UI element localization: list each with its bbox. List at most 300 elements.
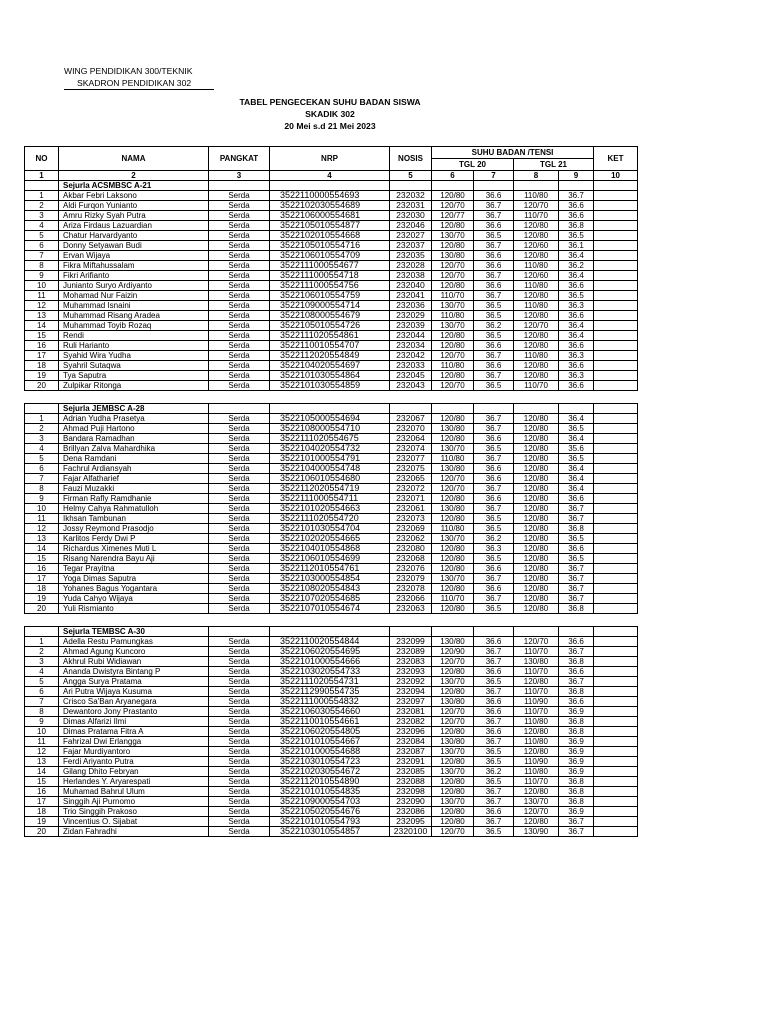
row-tensi-tgl21: 120/80 [514,361,559,371]
row-tensi-tgl20: 130/80 [432,251,474,261]
column-number: 8 [514,171,559,181]
row-no: 19 [25,371,59,381]
row-nrp: 3522110010554661 [270,717,390,727]
group-empty-cell [390,181,432,191]
row-tensi-tgl21: 110/70 [514,687,559,697]
row-nama: Syahril Sutaqwa [59,361,209,371]
row-ket [594,534,638,544]
row-pangkat: Serda [209,747,270,757]
row-ket [594,677,638,687]
row-nama: Ariza Firdaus Lazuardian [59,221,209,231]
row-tensi-tgl21: 130/80 [514,657,559,667]
group-spacer [25,391,638,404]
row-no: 18 [25,584,59,594]
row-suhu-tgl20: 36.5 [474,827,514,837]
table-row [25,564,638,574]
row-suhu-tgl20: 36.5 [474,381,514,391]
row-nama: Zulpikar Ritonga [59,381,209,391]
row-nosis: 232072 [390,484,432,494]
row-no: 3 [25,434,59,444]
row-nama: Fajar Alfatharief [59,474,209,484]
row-ket [594,657,638,667]
row-nrp: 3522102030554672 [270,767,390,777]
row-nosis: 232065 [390,474,432,484]
row-ket [594,757,638,767]
row-tensi-tgl21: 120/80 [514,604,559,614]
row-nama: Ahmad Agung Kuncoro [59,647,209,657]
row-nosis: 232090 [390,797,432,807]
row-suhu-tgl20: 36.7 [474,291,514,301]
row-tensi-tgl20: 110/70 [432,594,474,604]
row-nama: Yuda Cahyo Wijaya [59,594,209,604]
row-suhu-tgl21: 36.6 [559,494,594,504]
row-tensi-tgl20: 120/70 [432,474,474,484]
row-suhu-tgl21: 36.4 [559,464,594,474]
table-row [25,361,638,371]
row-ket [594,767,638,777]
table-row [25,817,638,827]
row-tensi-tgl21: 120/80 [514,787,559,797]
row-nama: Ferdi Ariyanto Putra [59,757,209,767]
row-suhu-tgl20: 36.6 [474,361,514,371]
row-pangkat: Serda [209,667,270,677]
row-ket [594,647,638,657]
row-suhu-tgl21: 36.3 [559,371,594,381]
group-empty-cell [514,181,559,191]
row-tensi-tgl20: 120/80 [432,727,474,737]
row-tensi-tgl20: 130/70 [432,444,474,454]
row-tensi-tgl21: 120/80 [514,574,559,584]
column-number: 7 [474,171,514,181]
row-suhu-tgl20: 36.6 [474,464,514,474]
table-row [25,637,638,647]
group-empty-cell [209,181,270,191]
row-pangkat: Serda [209,827,270,837]
row-nosis: 232061 [390,504,432,514]
row-pangkat: Serda [209,191,270,201]
row-nrp: 3522111000554832 [270,697,390,707]
row-tensi-tgl20: 130/70 [432,677,474,687]
row-tensi-tgl21: 120/80 [514,534,559,544]
row-pangkat: Serda [209,637,270,647]
row-suhu-tgl20: 36.7 [474,817,514,827]
row-nama: Bandara Ramadhan [59,434,209,444]
row-nosis: 232082 [390,717,432,727]
row-suhu-tgl20: 36.5 [474,524,514,534]
temperature-table [24,146,638,837]
row-pangkat: Serda [209,564,270,574]
row-suhu-tgl20: 36.7 [474,687,514,697]
table-row [25,604,638,614]
row-no: 11 [25,737,59,747]
header-row-1 [25,147,638,159]
row-nosis: 232067 [390,414,432,424]
row-nosis: 232089 [390,647,432,657]
row-nrp: 3522111020554675 [270,434,390,444]
table-row [25,737,638,747]
table-row [25,807,638,817]
row-tensi-tgl21: 110/70 [514,381,559,391]
row-pangkat: Serda [209,251,270,261]
row-nrp: 3522105000554694 [270,414,390,424]
document-date-range: 20 Mei s.d 21 Mei 2023 [284,121,376,131]
row-suhu-tgl20: 36.7 [474,797,514,807]
row-nama: Adella Restu Pamungkas [59,637,209,647]
row-ket [594,361,638,371]
row-suhu-tgl21: 36.9 [559,707,594,717]
row-nosis: 232069 [390,524,432,534]
row-suhu-tgl21: 36.4 [559,414,594,424]
row-tensi-tgl20: 120/80 [432,544,474,554]
row-nrp: 3522101030554864 [270,371,390,381]
row-nama: Fikra Miftahussalam [59,261,209,271]
row-nrp: 3522101010554667 [270,737,390,747]
row-nosis: 232086 [390,807,432,817]
row-nosis: 232073 [390,514,432,524]
row-nrp: 3522111020554861 [270,331,390,341]
row-tensi-tgl21: 110/80 [514,717,559,727]
row-nosis: 232028 [390,261,432,271]
row-nama: Fauzi Muzakki [59,484,209,494]
row-no: 9 [25,271,59,281]
row-suhu-tgl21: 36.9 [559,807,594,817]
row-nosis: 232088 [390,777,432,787]
row-suhu-tgl21: 36.3 [559,301,594,311]
row-no: 19 [25,817,59,827]
group-empty-cell [559,181,594,191]
table-row [25,767,638,777]
row-tensi-tgl20: 130/70 [432,301,474,311]
row-ket [594,414,638,424]
table-row [25,251,638,261]
row-nrp: 3522103010554723 [270,757,390,767]
spacer-cell [25,614,638,627]
column-number: 2 [59,171,209,181]
row-pangkat: Serda [209,444,270,454]
row-nosis: 232030 [390,211,432,221]
table-row [25,434,638,444]
row-nrp: 3522106020554805 [270,727,390,737]
row-nosis: 232081 [390,707,432,717]
row-ket [594,707,638,717]
row-suhu-tgl20: 36.7 [474,351,514,361]
row-tensi-tgl20: 120/70 [432,717,474,727]
row-ket [594,381,638,391]
row-nosis: 232027 [390,231,432,241]
row-suhu-tgl20: 36.6 [474,281,514,291]
row-tensi-tgl21: 110/90 [514,697,559,707]
row-nosis: 232068 [390,554,432,564]
row-nrp: 3522112020554849 [270,351,390,361]
row-tensi-tgl21: 120/70 [514,637,559,647]
row-pangkat: Serda [209,331,270,341]
column-number: 9 [559,171,594,181]
row-pangkat: Serda [209,311,270,321]
group-empty-cell [432,404,474,414]
row-pangkat: Serda [209,424,270,434]
column-number: 3 [209,171,270,181]
row-no: 7 [25,697,59,707]
row-tensi-tgl20: 120/80 [432,554,474,564]
row-pangkat: Serda [209,494,270,504]
group-empty-cell [474,181,514,191]
row-suhu-tgl20: 36.5 [474,231,514,241]
row-nrp: 3522104020554697 [270,361,390,371]
col-nrp-header: NRP [270,147,390,171]
row-suhu-tgl20: 36.7 [474,371,514,381]
row-nama: Crisco Sa'Ban Aryanegara [59,697,209,707]
row-no: 4 [25,444,59,454]
row-tensi-tgl20: 130/70 [432,321,474,331]
row-suhu-tgl20: 36.6 [474,434,514,444]
row-nrp: 3522102030554689 [270,201,390,211]
row-tensi-tgl21: 120/80 [514,311,559,321]
row-nama: Ananda Dwistyra Bintang P [59,667,209,677]
row-pangkat: Serda [209,361,270,371]
row-ket [594,717,638,727]
row-suhu-tgl21: 36.8 [559,687,594,697]
row-tensi-tgl20: 130/80 [432,464,474,474]
row-suhu-tgl21: 36.6 [559,201,594,211]
row-suhu-tgl21: 36.4 [559,321,594,331]
row-tensi-tgl20: 120/70 [432,351,474,361]
row-ket [594,504,638,514]
table-row [25,371,638,381]
table-row [25,647,638,657]
table-row [25,707,638,717]
row-pangkat: Serda [209,727,270,737]
row-suhu-tgl21: 36.8 [559,524,594,534]
row-suhu-tgl20: 36.7 [474,424,514,434]
row-no: 4 [25,221,59,231]
row-ket [594,371,638,381]
table-row [25,667,638,677]
row-suhu-tgl21: 36.6 [559,281,594,291]
table-row [25,211,638,221]
row-ket [594,291,638,301]
row-no: 2 [25,424,59,434]
row-suhu-tgl21: 36.9 [559,737,594,747]
column-number: 5 [390,171,432,181]
row-tensi-tgl20: 120/70 [432,707,474,717]
row-nama: Yuli Rismianto [59,604,209,614]
table-row [25,697,638,707]
row-nama: Rendi [59,331,209,341]
row-nama: Muhammad Isnaini [59,301,209,311]
row-tensi-tgl21: 120/80 [514,231,559,241]
row-suhu-tgl20: 36.5 [474,757,514,767]
row-ket [594,271,638,281]
row-nosis: 232075 [390,464,432,474]
group-empty-cell [432,627,474,637]
row-suhu-tgl20: 36.7 [474,787,514,797]
row-tensi-tgl21: 120/80 [514,747,559,757]
row-tensi-tgl21: 120/80 [514,341,559,351]
row-nama: Tya Saputra [59,371,209,381]
row-tensi-tgl21: 120/80 [514,221,559,231]
row-tensi-tgl20: 120/77 [432,211,474,221]
row-tensi-tgl21: 120/70 [514,321,559,331]
row-pangkat: Serda [209,221,270,231]
row-pangkat: Serda [209,574,270,584]
group-empty-cell [514,404,559,414]
row-suhu-tgl21: 36.7 [559,827,594,837]
row-no: 12 [25,524,59,534]
row-ket [594,584,638,594]
row-ket [594,484,638,494]
row-tensi-tgl21: 120/80 [514,371,559,381]
row-suhu-tgl21: 36.4 [559,251,594,261]
row-no: 15 [25,554,59,564]
row-ket [594,351,638,361]
col-tgl20-header: TGL 20 [432,159,514,171]
row-nrp: 3522101030554859 [270,381,390,391]
row-suhu-tgl21: 36.6 [559,211,594,221]
row-suhu-tgl21: 36.5 [559,424,594,434]
row-tensi-tgl20: 120/80 [432,564,474,574]
table-row [25,657,638,667]
row-suhu-tgl21: 36.7 [559,817,594,827]
row-ket [594,747,638,757]
row-ket [594,311,638,321]
row-nama: Dena Ramdani [59,454,209,464]
row-tensi-tgl21: 120/80 [514,454,559,464]
row-pangkat: Serda [209,464,270,474]
row-suhu-tgl21: 36.8 [559,777,594,787]
table-row [25,747,638,757]
row-nama: Vincentius O. Sijabat [59,817,209,827]
table-body [25,181,638,837]
row-nama: Yohanes Bagus Yogantara [59,584,209,594]
row-no: 14 [25,767,59,777]
row-no: 3 [25,657,59,667]
row-tensi-tgl20: 120/80 [432,787,474,797]
row-nrp: 3522112010554761 [270,564,390,574]
row-nrp: 3522109000554703 [270,797,390,807]
row-nrp: 3522106020554695 [270,647,390,657]
row-tensi-tgl20: 120/70 [432,261,474,271]
row-ket [594,827,638,837]
row-nama: Brillyan Zalva Mahardhika [59,444,209,454]
row-nama: Fahrizal Dwi Erlangga [59,737,209,747]
table-row [25,444,638,454]
row-tensi-tgl20: 130/70 [432,231,474,241]
row-pangkat: Serda [209,371,270,381]
row-nrp: 3522106010554680 [270,474,390,484]
row-tensi-tgl20: 120/80 [432,241,474,251]
row-nosis: 232099 [390,637,432,647]
row-nama: Ikhsan Tambunan [59,514,209,524]
row-tensi-tgl20: 130/70 [432,574,474,584]
row-tensi-tgl21: 120/80 [514,817,559,827]
row-suhu-tgl20: 36.6 [474,494,514,504]
group-header-row [25,627,638,637]
col-no-header: NO [25,147,59,171]
row-ket [594,211,638,221]
row-nrp: 3522111000554677 [270,261,390,271]
row-nama: Amru Rizky Syah Putra [59,211,209,221]
table-row [25,351,638,361]
row-no: 19 [25,594,59,604]
row-no: 11 [25,291,59,301]
table-row [25,717,638,727]
row-tensi-tgl20: 130/70 [432,797,474,807]
table-row [25,241,638,251]
group-no-cell [25,627,59,637]
row-suhu-tgl20: 36.6 [474,667,514,677]
row-pangkat: Serda [209,544,270,554]
row-suhu-tgl20: 36.7 [474,484,514,494]
row-tensi-tgl21: 110/70 [514,647,559,657]
row-tensi-tgl21: 120/80 [514,464,559,474]
column-number-row [25,171,638,181]
row-suhu-tgl21: 36.7 [559,564,594,574]
row-suhu-tgl20: 36.3 [474,544,514,554]
table-row [25,261,638,271]
row-tensi-tgl20: 120/80 [432,667,474,677]
row-ket [594,321,638,331]
row-tensi-tgl20: 110/80 [432,361,474,371]
row-suhu-tgl21: 36.6 [559,341,594,351]
row-suhu-tgl21: 36.8 [559,221,594,231]
group-empty-cell [209,404,270,414]
row-nama: Muhammad Toyib Rozaq [59,321,209,331]
row-ket [594,434,638,444]
row-nosis: 232071 [390,494,432,504]
row-pangkat: Serda [209,697,270,707]
row-tensi-tgl21: 120/80 [514,331,559,341]
group-empty-cell [432,181,474,191]
row-tensi-tgl20: 120/70 [432,271,474,281]
row-nrp: 3522112990554735 [270,687,390,697]
row-nosis: 232064 [390,434,432,444]
row-ket [594,424,638,434]
row-tensi-tgl20: 120/80 [432,371,474,381]
row-suhu-tgl20: 36.2 [474,767,514,777]
group-empty-cell [559,404,594,414]
row-pangkat: Serda [209,381,270,391]
row-nrp: 3522108000554679 [270,311,390,321]
row-pangkat: Serda [209,584,270,594]
row-pangkat: Serda [209,514,270,524]
row-no: 10 [25,504,59,514]
table-row [25,574,638,584]
row-suhu-tgl21: 36.8 [559,657,594,667]
row-nosis: 232078 [390,584,432,594]
row-nosis: 232077 [390,454,432,464]
row-nama: Dimas Alfarizi Ilmi [59,717,209,727]
row-nrp: 3522103010554857 [270,827,390,837]
table-row [25,534,638,544]
row-pangkat: Serda [209,261,270,271]
row-tensi-tgl21: 120/80 [514,524,559,534]
row-nrp: 3522111020554731 [270,677,390,687]
row-nama: Richardus Ximenes Muti L [59,544,209,554]
row-nama: Ruli Harianto [59,341,209,351]
group-empty-cell [474,404,514,414]
row-tensi-tgl21: 110/80 [514,191,559,201]
row-tensi-tgl20: 120/80 [432,494,474,504]
row-nrp: 3522101000554666 [270,657,390,667]
row-suhu-tgl21: 36.2 [559,261,594,271]
table-row [25,787,638,797]
row-no: 13 [25,534,59,544]
row-suhu-tgl20: 36.5 [474,311,514,321]
row-ket [594,221,638,231]
row-pangkat: Serda [209,434,270,444]
row-suhu-tgl20: 36.5 [474,777,514,787]
row-ket [594,251,638,261]
